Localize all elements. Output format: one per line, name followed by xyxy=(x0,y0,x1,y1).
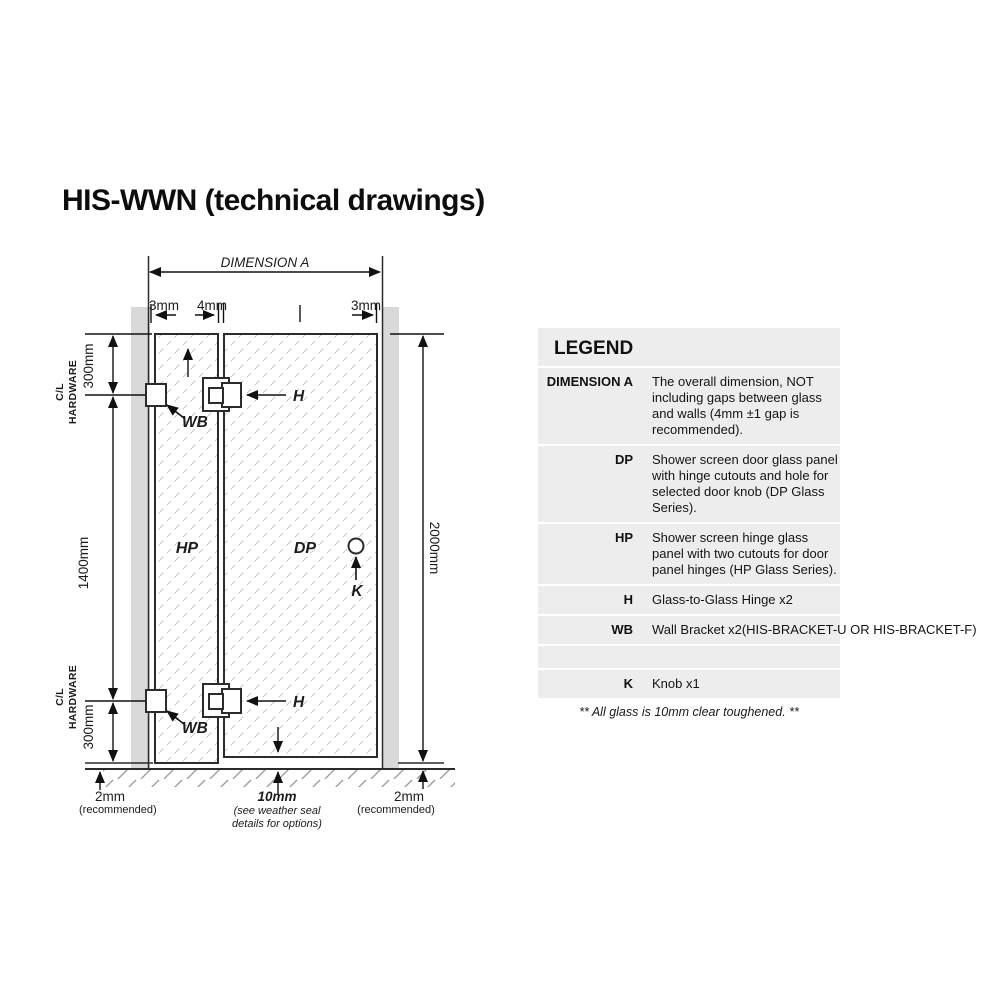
wall-bracket-top xyxy=(146,384,166,406)
door-gap-label: 10mm xyxy=(257,789,297,804)
legend-title: LEGEND xyxy=(554,338,634,359)
legend-desc: Knob x1 xyxy=(652,676,700,691)
hinge-top-plate-right xyxy=(222,383,241,407)
floor-gap-left-note: (recommended) xyxy=(79,804,157,816)
h-bottom-label: H xyxy=(293,694,305,711)
wb-top-label: WB xyxy=(182,414,208,431)
gap-left-label: 3mm xyxy=(149,298,179,313)
gap-right-label: 3mm xyxy=(351,298,381,313)
dim-300-bottom-label: 300mm xyxy=(81,704,96,750)
hp-panel-label: HP xyxy=(175,540,199,557)
legend-term xyxy=(538,652,633,662)
floor-hatch xyxy=(103,770,455,787)
legend-footnote: ** All glass is 10mm clear toughened. ** xyxy=(579,705,799,719)
legend-desc: Glass-to-Glass Hinge x2 xyxy=(652,592,793,607)
hinge-bottom-plate-right xyxy=(222,689,241,713)
legend-row-k xyxy=(538,668,840,698)
wb-bottom-label: WB xyxy=(182,720,208,737)
legend-desc: The overall dimension, NOT including gaps between glass and walls (4mm ±1 gap is recommended). xyxy=(652,374,822,437)
hinge-bottom-notch xyxy=(209,694,223,709)
legend-row-wb xyxy=(538,614,977,644)
legend-term: H xyxy=(623,592,633,607)
knob-circle xyxy=(349,539,364,554)
cl-bottom-line2: HARDWARE xyxy=(67,664,79,730)
dim-2000-label: 2000mm xyxy=(427,521,442,575)
floor-gap-right-label: 2mm xyxy=(394,789,424,804)
legend-row-dp xyxy=(538,444,840,522)
cl-bottom-line1: C/L xyxy=(54,688,66,706)
legend-term: HP xyxy=(614,530,633,545)
hinge-top-notch xyxy=(209,388,223,403)
knob-label: K xyxy=(351,583,363,600)
legend-row-hp xyxy=(538,522,840,584)
legend-term: DIMENSION A xyxy=(546,374,633,389)
dim-1400-label: 1400mm xyxy=(76,536,91,590)
floor-gap-left-label: 2mm xyxy=(95,789,125,804)
dp-panel-label: DP xyxy=(293,540,317,557)
dimension-a-label: DIMENSION A xyxy=(220,255,310,270)
cl-top-line2: HARDWARE xyxy=(67,359,79,425)
door-gap-note1: (see weather seal xyxy=(233,805,321,817)
legend-row-h xyxy=(538,584,840,614)
door-gap-note2: details for options) xyxy=(232,818,322,830)
legend-term: K xyxy=(623,676,633,691)
legend-desc: Shower screen hinge glass panel with two cutouts for door panel hinges (HP Glass Series). xyxy=(652,530,837,577)
legend-row-dimension-a xyxy=(538,366,840,444)
floor-gap-right-note: (recommended) xyxy=(357,804,435,816)
page-title: HIS-WWN (technical drawings) xyxy=(62,184,485,217)
legend-desc: Wall Bracket x2(HIS-BRACKET-U OR HIS-BRACKET-F) xyxy=(652,622,977,637)
dim-300-top-label: 300mm xyxy=(81,343,96,389)
wall-bracket-bottom xyxy=(146,690,166,712)
legend-panel xyxy=(538,328,977,698)
gap-middle-label: 4mm xyxy=(197,298,227,313)
cl-top-line1: C/L xyxy=(54,383,66,401)
legend-desc xyxy=(652,652,840,662)
legend-term: DP xyxy=(614,452,633,467)
right-wall xyxy=(382,307,399,769)
gap-dimensions xyxy=(151,303,377,323)
legend-term: WB xyxy=(611,622,633,637)
dimension-a xyxy=(150,255,380,272)
legend-desc: Shower screen door glass panel with hinge cutouts and hole for selected door knob (DP Glass Series). xyxy=(652,452,838,515)
h-top-label: H xyxy=(293,388,305,405)
legend-row-empty xyxy=(538,644,840,668)
